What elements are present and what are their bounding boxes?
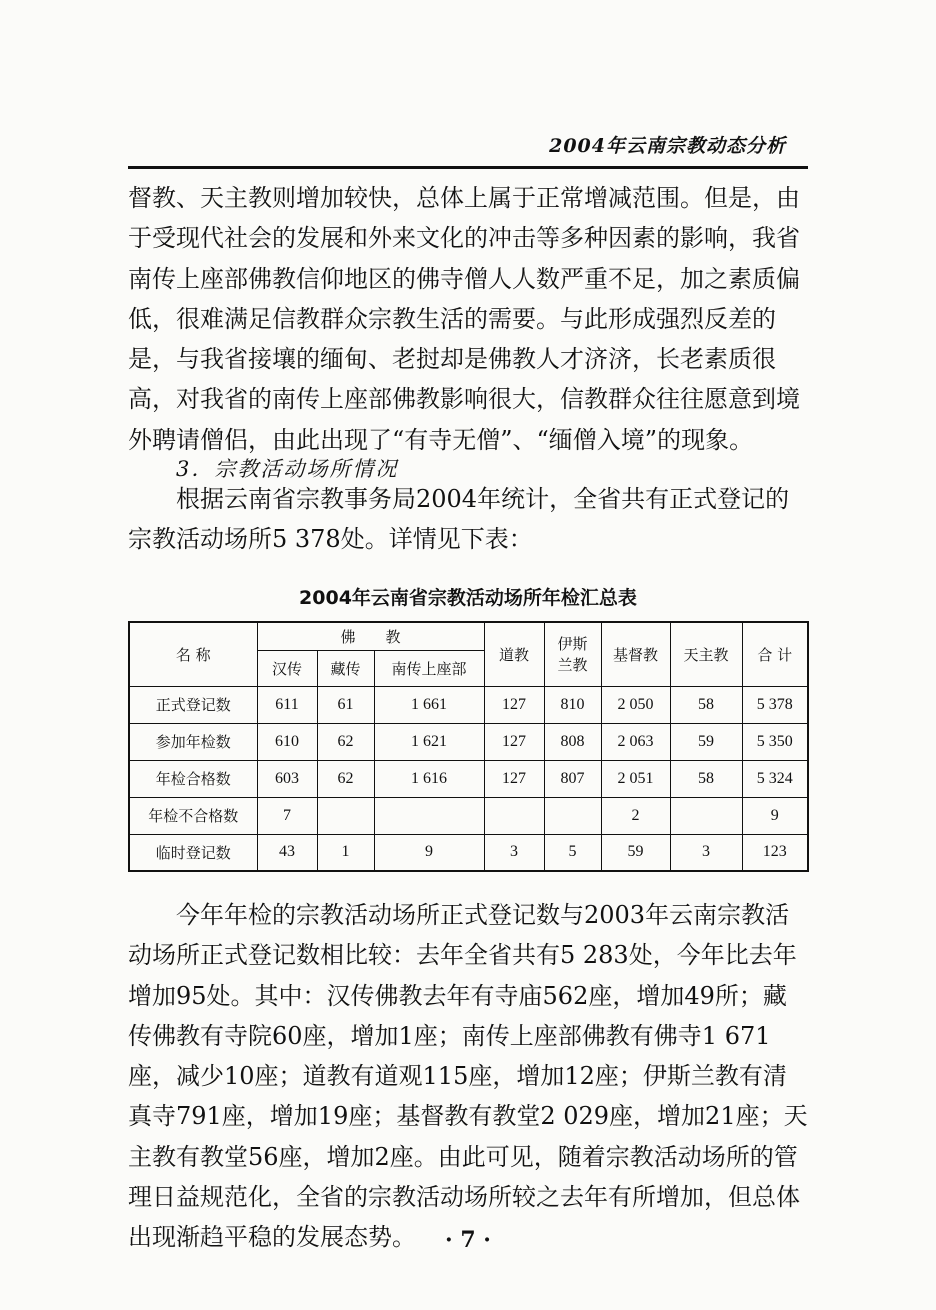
- table-cell: [374, 797, 484, 834]
- table-cell: 2 063: [601, 723, 670, 760]
- header-buddhism: 佛 教: [257, 622, 484, 650]
- table-cell: [484, 797, 544, 834]
- table-cell: [317, 797, 374, 834]
- header-tibetan: 藏传: [317, 650, 374, 686]
- table-cell: 59: [601, 834, 670, 871]
- summary-table: [128, 621, 809, 872]
- table-row: [129, 723, 808, 760]
- table-cell: 5 378: [742, 686, 808, 723]
- table-cell: 61: [317, 686, 374, 723]
- table-cell: 5: [544, 834, 601, 871]
- row-label: 参加年检数: [129, 723, 257, 760]
- table-cell: 9: [374, 834, 484, 871]
- page-number: · 7 ·: [445, 1227, 491, 1253]
- table-cell: 123: [742, 834, 808, 871]
- table-cell: 1 621: [374, 723, 484, 760]
- table-cell: 59: [670, 723, 742, 760]
- table-cell: [670, 797, 742, 834]
- header-islam-line2: 兰教: [557, 656, 588, 675]
- table-header-row-1: [129, 622, 808, 650]
- table-body: [129, 686, 808, 871]
- section-heading: 3．宗教活动场所情况: [176, 457, 399, 481]
- table-cell: 2 050: [601, 686, 670, 723]
- header-rule: [128, 166, 808, 169]
- table-cell: 127: [484, 760, 544, 797]
- table-cell: 127: [484, 723, 544, 760]
- table-cell: 7: [257, 797, 317, 834]
- row-label: 临时登记数: [129, 834, 257, 871]
- table-cell: 603: [257, 760, 317, 797]
- paragraph-comparison: 今年年检的宗教活动场所正式登记数与2003年云南宗教活动场所正式登记数相比较：去年全省共有5 283处，今年比去年增加95处。其中：汉传佛教去年有寺庙562座，增加49所；藏传佛教有寺院60座，增加1座；南传上座部佛教有佛寺1 671座，减少10座；道教有道观115座，增加12座；伊斯兰教有清真寺791座，增加19座；基督教有教堂2 029座，增加21座；天主教有教堂56座，增加2座。由此可见，随着宗教活动场所的管理日益规范化，全省的宗教活动场所较之去年有所增加，但总体出现渐趋平稳的发展态势。: [128, 901, 808, 1252]
- table-cell: 1 616: [374, 760, 484, 797]
- running-header-title: 2004年云南宗教动态分析: [549, 135, 786, 157]
- header-islam: [544, 622, 601, 686]
- row-label: 年检合格数: [129, 760, 257, 797]
- table-cell: 1 661: [374, 686, 484, 723]
- row-label: 正式登记数: [129, 686, 257, 723]
- table-row: [129, 760, 808, 797]
- table-cell: 810: [544, 686, 601, 723]
- table-row: [129, 686, 808, 723]
- table-cell: 2: [601, 797, 670, 834]
- header-theravada: 南传上座部: [374, 650, 484, 686]
- table-cell: 3: [484, 834, 544, 871]
- header-total: 合 计: [742, 622, 808, 686]
- table-cell: 62: [317, 760, 374, 797]
- table-cell: 9: [742, 797, 808, 834]
- table-cell: 2 051: [601, 760, 670, 797]
- paragraph-continuation: 督教、天主教则增加较快，总体上属于正常增减范围。但是，由于受现代社会的发展和外来文化的冲击等多种因素的影响，我省南传上座部佛教信仰地区的佛寺僧人人数严重不足，加之素质偏低，很难满足信教群众宗教生活的需要。与此形成强烈反差的是，与我省接壤的缅甸、老挝却是佛教人才济济，长老素质很高，对我省的南传上座部佛教影响很大，信教群众往往愿意到境外聘请僧侣，由此出现了“有寺无僧”、“缅僧入境”的现象。: [128, 184, 800, 454]
- table-cell: 62: [317, 723, 374, 760]
- header-name: 名 称: [129, 622, 257, 686]
- header-han: 汉传: [257, 650, 317, 686]
- row-label: 年检不合格数: [129, 797, 257, 834]
- table-cell: 127: [484, 686, 544, 723]
- table-cell: 611: [257, 686, 317, 723]
- table-cell: 5 350: [742, 723, 808, 760]
- table-cell: 5 324: [742, 760, 808, 797]
- table-cell: 1: [317, 834, 374, 871]
- paragraph-statistics-intro: 根据云南省宗教事务局2004年统计，全省共有正式登记的宗教活动场所5 378处。详情见下表：: [128, 485, 790, 554]
- table-title: 2004年云南省宗教活动场所年检汇总表: [299, 587, 637, 609]
- table-cell: 808: [544, 723, 601, 760]
- table-row: [129, 834, 808, 871]
- table-cell: 807: [544, 760, 601, 797]
- header-catholicism: 天主教: [670, 622, 742, 686]
- table-cell: [544, 797, 601, 834]
- table-cell: 3: [670, 834, 742, 871]
- header-taoism: 道教: [484, 622, 544, 686]
- header-christianity: 基督教: [601, 622, 670, 686]
- table-cell: 58: [670, 760, 742, 797]
- table-cell: 43: [257, 834, 317, 871]
- table-cell: 610: [257, 723, 317, 760]
- table-cell: 58: [670, 686, 742, 723]
- header-islam-line1: 伊斯: [557, 635, 588, 654]
- table-row: [129, 797, 808, 834]
